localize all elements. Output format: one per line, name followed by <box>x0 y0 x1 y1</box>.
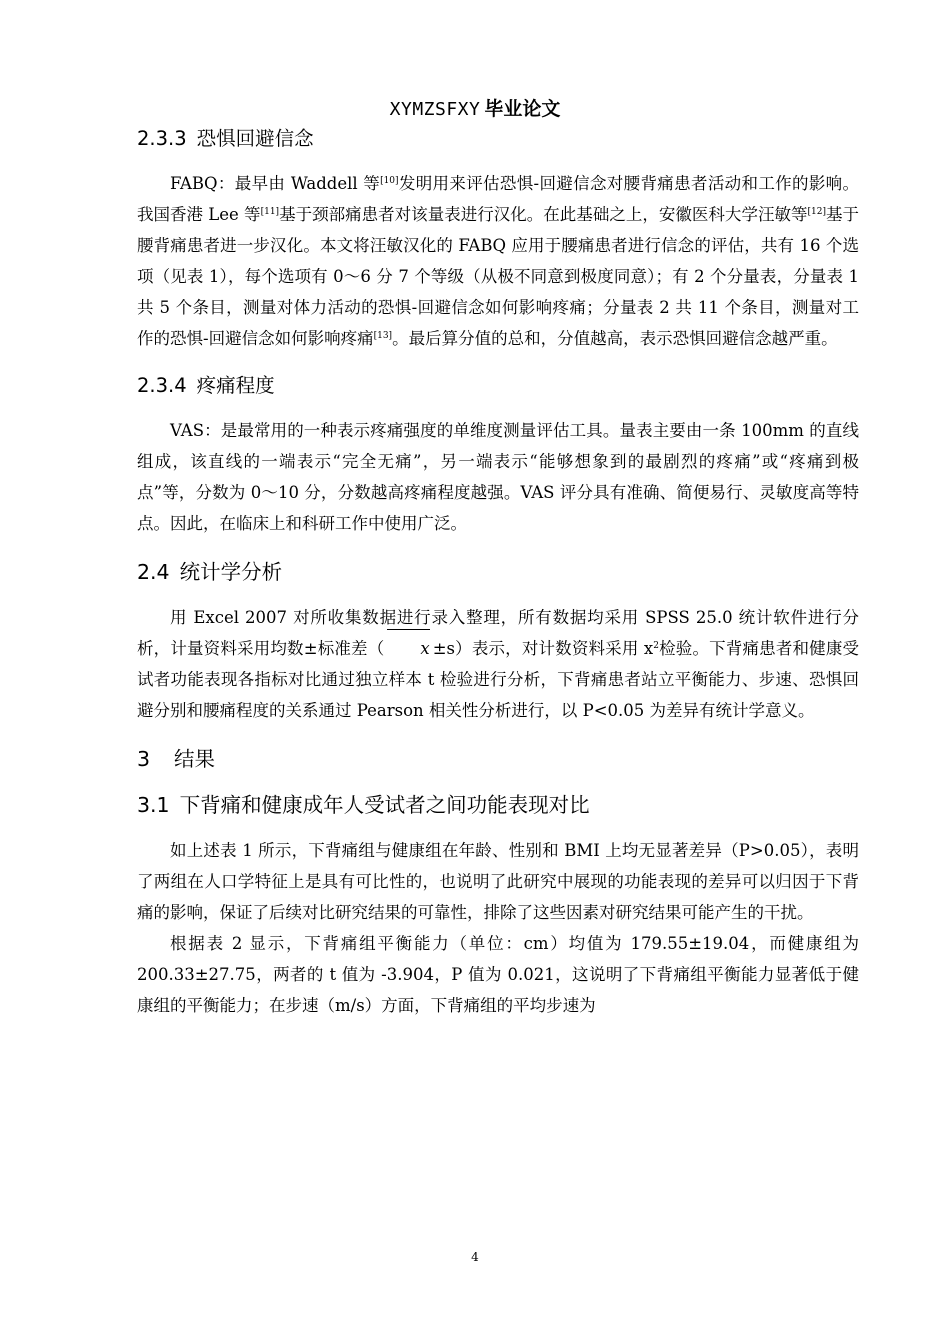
citation-13: [13] <box>373 331 393 341</box>
page-header <box>0 96 950 123</box>
section-title: 统计学分析 <box>179 560 283 584</box>
section-number: 2.4 <box>137 560 170 584</box>
section-title: 恐惧回避信念 <box>196 127 314 150</box>
paragraph-results-2: 根据表 2 显示，下背痛组平衡能力（单位：cm）均值为 179.55±19.04，而健康组为 200.33±27.75，两者的 t 值为 -3.904，P 值为 0.021，这说明了下背痛组平衡能力显著低于健康组的平衡能力；在步速（m/s）方面，下背痛组的平均步速为 <box>137 934 859 1015</box>
page-body <box>137 124 859 1021</box>
citation-11: [11] <box>260 207 280 217</box>
section-number: 3 <box>137 747 151 771</box>
section-heading-2-3-4 <box>137 371 859 401</box>
superscript-2: 2 <box>653 641 659 651</box>
section-heading-2-4 <box>137 556 859 588</box>
page-number: 4 <box>471 1250 479 1264</box>
section-title: 疼痛程度 <box>196 374 275 397</box>
section-title: 结果 <box>174 747 216 771</box>
paragraph-vas: VAS：是最常用的一种表示疼痛强度的单维度测量评估工具。量表主要由一条 100mm 的直线组成，该直线的一端表示“完全无痛”，另一端表示“能够想象到的最剧烈的疼痛”或“疼痛到极点”等，分数为 0～10 分，分数越高疼痛程度越强。VAS 评分具有准确、简便易行、灵敏度高等特点。因此，在临床上和科研工作中使用广泛。 <box>137 421 859 533</box>
citation-10: [10] <box>380 176 399 186</box>
section-title: 下背痛和健康成年人受试者之间功能表现对比 <box>179 793 590 817</box>
section-number: 2.3.4 <box>137 374 187 397</box>
section-number: 2.3.3 <box>137 127 187 150</box>
header-title: 毕业论文 <box>484 98 561 120</box>
paragraph-statistics: 用 Excel 2007 对所收集数据进行录入整理，所有数据均采用 SPSS 25.0 统计软件进行分析，计量资料采用均数±标准差（ x ±s）表示，对计数资料采用 $x^2$检验。下背痛患者和健康受试者功能表现各指标对比通过独立样本 t 检验进行分析，下背痛患者站立平衡能力、步速、恐惧回避分别和腰痛程度的关系通过 Pearson 相关性分析进行，以 P<0.05 为差异有统计学意义。 <box>137 608 860 720</box>
paragraph-fabq: FABQ：最早由 Waddell 等[10]发明用来评估恐惧-回避信念对腰背痛患者活动和工作的影响。我国香港 Lee 等[11]基于颈部痛患者对该量表进行汉化。在此基础之上，安徽医科大学汪敏等[12]基于腰背痛患者进一步汉化。本文将汪敏汉化的 FABQ 应用于腰痛患者进行信念的评估，共有 16 个选项（见表 1），每个选项有 0～6 分 7 个等级（从极不同意到极度同意）；有 2 个分量表，分量表 1 共 5 个条目，测量对体力活动的恐惧-回避信念如何影响疼痛；分量表 2 共 11 个条目，测量对工作的恐惧-回避信念如何影响疼痛[13]。最后算分值的总和，分值越高，表示恐惧回避信念越严重。 <box>137 174 860 348</box>
citation-12: [12] <box>807 207 826 217</box>
section-heading-3-1 <box>137 789 859 821</box>
mean-symbol: x <box>384 633 432 664</box>
section-number: 3.1 <box>137 793 170 817</box>
section-heading-2-3-3 <box>137 124 859 154</box>
section-heading-3 <box>137 743 859 775</box>
header-code: XYMZSFXY <box>389 99 481 120</box>
paragraph-results-1: 如上述表 1 所示，下背痛组与健康组在年龄、性别和 BMI 上均无显著差异（P>0.05），表明了两组在人口学特征上是具有可比性的，也说明了此研究中展现的功能表现的差异可以归因于下背痛的影响，保证了后续对比研究结果的可靠性，排除了这些因素对研究结果可能产生的干扰。 <box>137 841 859 922</box>
